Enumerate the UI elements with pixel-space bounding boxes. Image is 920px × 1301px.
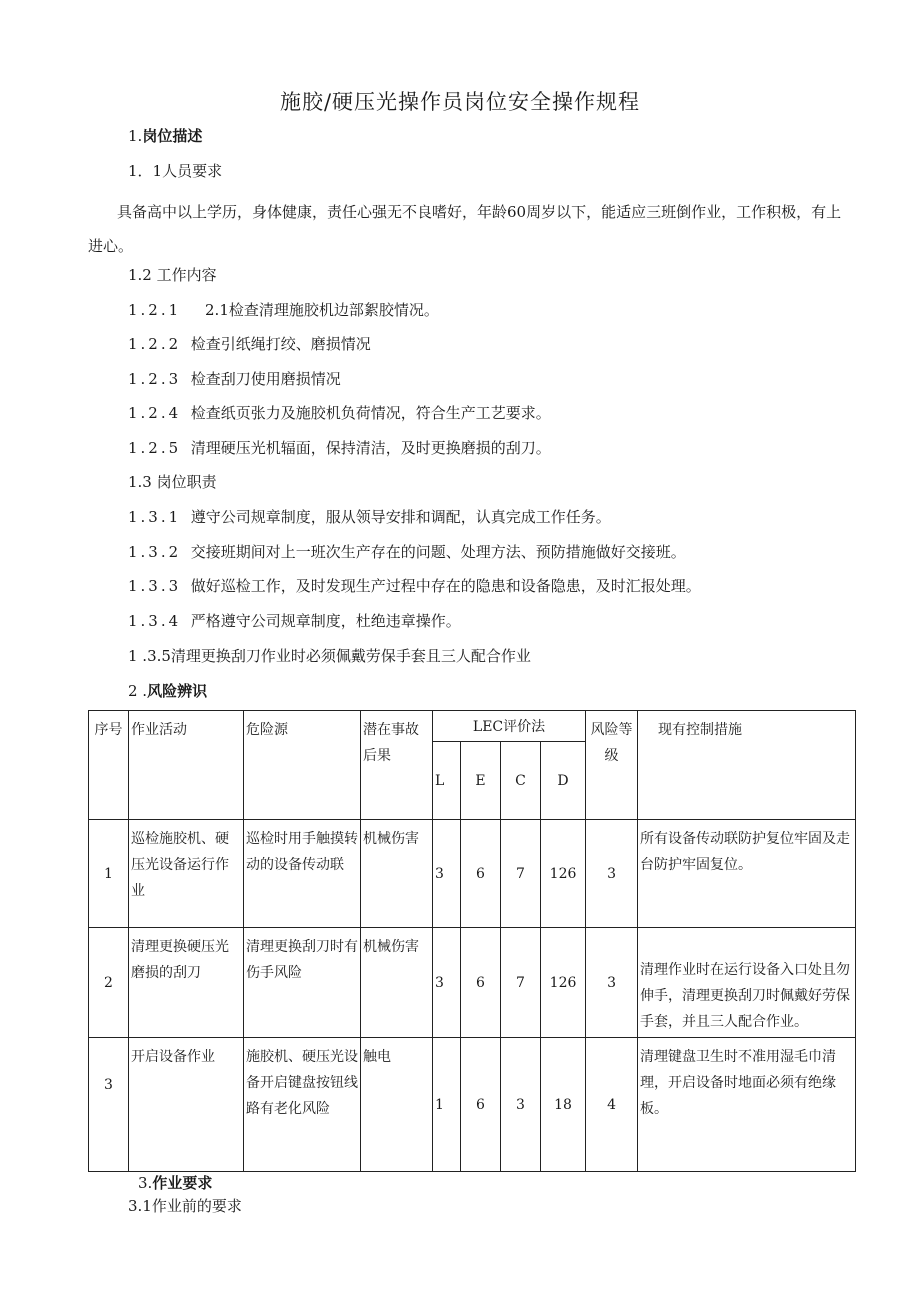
row-E: 6: [461, 820, 501, 928]
header-C: C: [501, 742, 541, 820]
row-L: 3: [433, 820, 461, 928]
row-control: 所有设备传动联防护复位牢固及走台防护牢固复位。: [638, 820, 856, 928]
row-D: 126: [541, 820, 586, 928]
row-D: 18: [541, 1038, 586, 1172]
row-C: 7: [501, 820, 541, 928]
table-row: [89, 1038, 856, 1172]
item-text: 检查引纸绳打绞、磨损情况: [190, 335, 371, 353]
row-C: 3: [501, 1038, 541, 1172]
item-text: 严格遵守公司规章制度，杜绝违章操作。: [190, 612, 461, 630]
row-activity: 开启设备作业: [129, 1038, 244, 1172]
row-activity: 清理更换硬压光磨损的刮刀: [129, 928, 244, 1038]
subsection-3-1: 3.1作业前的要求: [128, 1197, 242, 1215]
item-1-2-5: [128, 438, 551, 458]
item-1-3-1: [128, 507, 611, 527]
section-2-number: 2 .: [128, 682, 148, 700]
item-1-2-3: [128, 369, 341, 389]
header-consequence: 潜在事故后果: [361, 711, 433, 820]
row-control: 清理键盘卫生时不准用湿毛巾清理，开启设备时地面必须有绝缘板。: [638, 1038, 856, 1172]
row-L: 3: [433, 928, 461, 1038]
row-level: 3: [586, 820, 638, 928]
row-level: 4: [586, 1038, 638, 1172]
item-1-2-2: [128, 334, 371, 354]
header-control: 现有控制措施: [638, 711, 856, 820]
row-activity: 巡检施胶机、硬压光设备运行作业: [129, 820, 244, 928]
subsection-1-2: 1.2 工作内容: [128, 266, 217, 284]
row-consequence: 机械伤害: [361, 928, 433, 1038]
row-L: 1: [433, 1038, 461, 1172]
item-number: 1.2.2: [128, 335, 182, 353]
item-number: 1.2.4: [128, 404, 182, 422]
table-row: [89, 928, 856, 1038]
section-1-number: 1.: [128, 127, 143, 145]
row-level: 3: [586, 928, 638, 1038]
row-consequence: 触电: [361, 1038, 433, 1172]
header-L: L: [433, 742, 461, 820]
section-3-heading: [138, 1173, 212, 1193]
item-number: 1.3.3: [128, 577, 182, 595]
table-header-row: [89, 711, 856, 742]
section-2-title: 风险辨识: [147, 682, 208, 700]
item-text: 检查纸页张力及施胶机负荷情况，符合生产工艺要求。: [190, 404, 551, 422]
header-level: 风险等级: [586, 711, 638, 820]
section-3-number: 3.: [138, 1174, 153, 1192]
row-hazard: 清理更换刮刀时有伤手风险: [244, 928, 361, 1038]
section-3-title: 作业要求: [152, 1174, 213, 1192]
row-E: 6: [461, 928, 501, 1038]
item-number: 1.3.4: [128, 612, 182, 630]
item-1-2-4: [128, 403, 551, 423]
item-number: 1.2.3: [128, 370, 182, 388]
item-text: 遵守公司规章制度，服从领导安排和调配，认真完成工作任务。: [190, 508, 611, 526]
row-seq: 2: [89, 928, 129, 1038]
item-text: 做好巡检工作，及时发现生产过程中存在的隐患和设备隐患，及时汇报处理。: [190, 577, 701, 595]
header-D: D: [541, 742, 586, 820]
row-E: 6: [461, 1038, 501, 1172]
row-seq: 3: [89, 1038, 129, 1172]
header-lec: LEC评价法: [433, 711, 586, 742]
item-text: 清理硬压光机辐面，保持清洁，及时更换磨损的刮刀。: [190, 439, 551, 457]
row-consequence: 机械伤害: [361, 820, 433, 928]
item-number: 1.2.5: [128, 439, 182, 457]
header-activity: 作业活动: [129, 711, 244, 820]
item-1-3-3: [128, 576, 701, 596]
section-2-heading: [128, 681, 207, 701]
item-number: 1.2.1: [128, 301, 182, 319]
item-text: 检查刮刀使用磨损情况: [190, 370, 341, 388]
header-E: E: [461, 742, 501, 820]
item-1-3-5: 1 .3.5清理更换刮刀作业时必须佩戴劳保手套且三人配合作业: [128, 647, 531, 665]
row-seq: 1: [89, 820, 129, 928]
page-title: 施胶/硬压光操作员岗位安全操作规程: [279, 90, 641, 114]
header-hazard: 危险源: [244, 711, 361, 820]
table-row: [89, 820, 856, 928]
subsection-1-1: 1．1人员要求: [128, 162, 223, 180]
row-C: 7: [501, 928, 541, 1038]
row-hazard: 巡检时用手触摸转动的设备传动联: [244, 820, 361, 928]
section-1-title: 岗位描述: [142, 127, 203, 145]
item-text: 交接班期间对上一班次生产存在的问题、处理方法、预防措施做好交接班。: [190, 543, 686, 561]
item-1-3-2: [128, 542, 686, 562]
subsection-1-3: 1.3 岗位职责: [128, 473, 217, 491]
item-text: 2.1检查清理施胶机边部絮胶情况。: [205, 301, 439, 319]
row-D: 126: [541, 928, 586, 1038]
section-1-heading: [128, 126, 202, 146]
subsection-1-1-text: 具备高中以上学历，身体健康，责任心强无不良嗜好，年龄60周岁以下，能适应三班倒作业，工作积极，有上进心。: [88, 203, 842, 255]
item-1-2-1: [128, 300, 439, 320]
row-hazard: 施胶机、硬压光设备开启键盘按钮线路有老化风险: [244, 1038, 361, 1172]
row-control: 清理作业时在运行设备入口处且勿伸手，清理更换刮刀时佩戴好劳保手套，并且三人配合作业。: [638, 928, 856, 1038]
risk-table: [88, 710, 856, 1172]
item-number: 1.3.1: [128, 508, 182, 526]
item-number: 1.3.2: [128, 543, 182, 561]
item-1-3-4: [128, 611, 461, 631]
header-seq: 序号: [89, 711, 129, 820]
